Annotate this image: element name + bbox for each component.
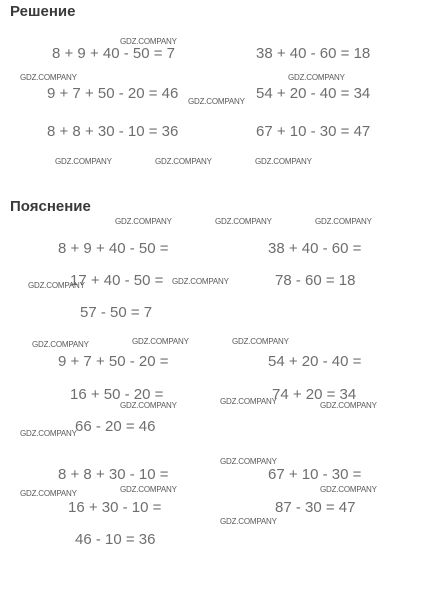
watermark: GDZ.COMPANY bbox=[320, 485, 377, 494]
watermark: GDZ.COMPANY bbox=[20, 73, 77, 82]
watermark: GDZ.COMPANY bbox=[120, 485, 177, 494]
watermark: GDZ.COMPANY bbox=[232, 337, 289, 346]
explanation-step-15: 46 - 10 = 36 bbox=[75, 531, 156, 548]
solution-equation-4: 54 + 20 - 40 = 34 bbox=[256, 85, 371, 102]
watermark: GDZ.COMPANY bbox=[115, 217, 172, 226]
solution-equation-5: 8 + 8 + 30 - 10 = 36 bbox=[47, 123, 179, 140]
watermark: GDZ.COMPANY bbox=[288, 73, 345, 82]
solution-equation-6: 67 + 10 - 30 = 47 bbox=[256, 123, 371, 140]
explanation-step-2: 38 + 40 - 60 = bbox=[268, 240, 362, 257]
watermark: GDZ.COMPANY bbox=[55, 157, 112, 166]
explanation-step-11: 8 + 8 + 30 - 10 = bbox=[58, 466, 169, 483]
explanation-step-4: 78 - 60 = 18 bbox=[275, 272, 356, 289]
watermark: GDZ.COMPANY bbox=[255, 157, 312, 166]
watermark: GDZ.COMPANY bbox=[28, 281, 85, 290]
solution-heading: Решение bbox=[10, 3, 76, 20]
watermark: GDZ.COMPANY bbox=[155, 157, 212, 166]
solution-equation-1: 8 + 9 + 40 - 50 = 7 bbox=[52, 45, 176, 62]
watermark: GDZ.COMPANY bbox=[132, 337, 189, 346]
explanation-step-12: 67 + 10 - 30 = bbox=[268, 466, 362, 483]
solution-equation-2: 38 + 40 - 60 = 18 bbox=[256, 45, 371, 62]
watermark: GDZ.COMPANY bbox=[188, 97, 245, 106]
watermark: GDZ.COMPANY bbox=[172, 277, 229, 286]
explanation-step-3: 17 + 40 - 50 = bbox=[70, 272, 164, 289]
explanation-step-7: 54 + 20 - 40 = bbox=[268, 353, 362, 370]
explanation-step-8: 16 + 50 - 20 = bbox=[70, 386, 164, 403]
watermark: GDZ.COMPANY bbox=[220, 457, 277, 466]
explanation-step-13: 16 + 30 - 10 = bbox=[68, 499, 162, 516]
explanation-step-1: 8 + 9 + 40 - 50 = bbox=[58, 240, 169, 257]
explanation-step-6: 9 + 7 + 50 - 20 = bbox=[58, 353, 169, 370]
watermark: GDZ.COMPANY bbox=[315, 217, 372, 226]
watermark: GDZ.COMPANY bbox=[220, 517, 277, 526]
watermark: GDZ.COMPANY bbox=[320, 401, 377, 410]
explanation-step-10: 66 - 20 = 46 bbox=[75, 418, 156, 435]
explanation-step-14: 87 - 30 = 47 bbox=[275, 499, 356, 516]
watermark: GDZ.COMPANY bbox=[20, 429, 77, 438]
watermark: GDZ.COMPANY bbox=[215, 217, 272, 226]
explanation-heading: Пояснение bbox=[10, 198, 91, 215]
watermark: GDZ.COMPANY bbox=[120, 37, 177, 46]
solution-equation-3: 9 + 7 + 50 - 20 = 46 bbox=[47, 85, 179, 102]
watermark: GDZ.COMPANY bbox=[20, 489, 77, 498]
watermark: GDZ.COMPANY bbox=[220, 397, 277, 406]
explanation-step-9: 74 + 20 = 34 bbox=[272, 386, 357, 403]
explanation-step-5: 57 - 50 = 7 bbox=[80, 304, 153, 321]
watermark: GDZ.COMPANY bbox=[120, 401, 177, 410]
watermark: GDZ.COMPANY bbox=[32, 340, 89, 349]
